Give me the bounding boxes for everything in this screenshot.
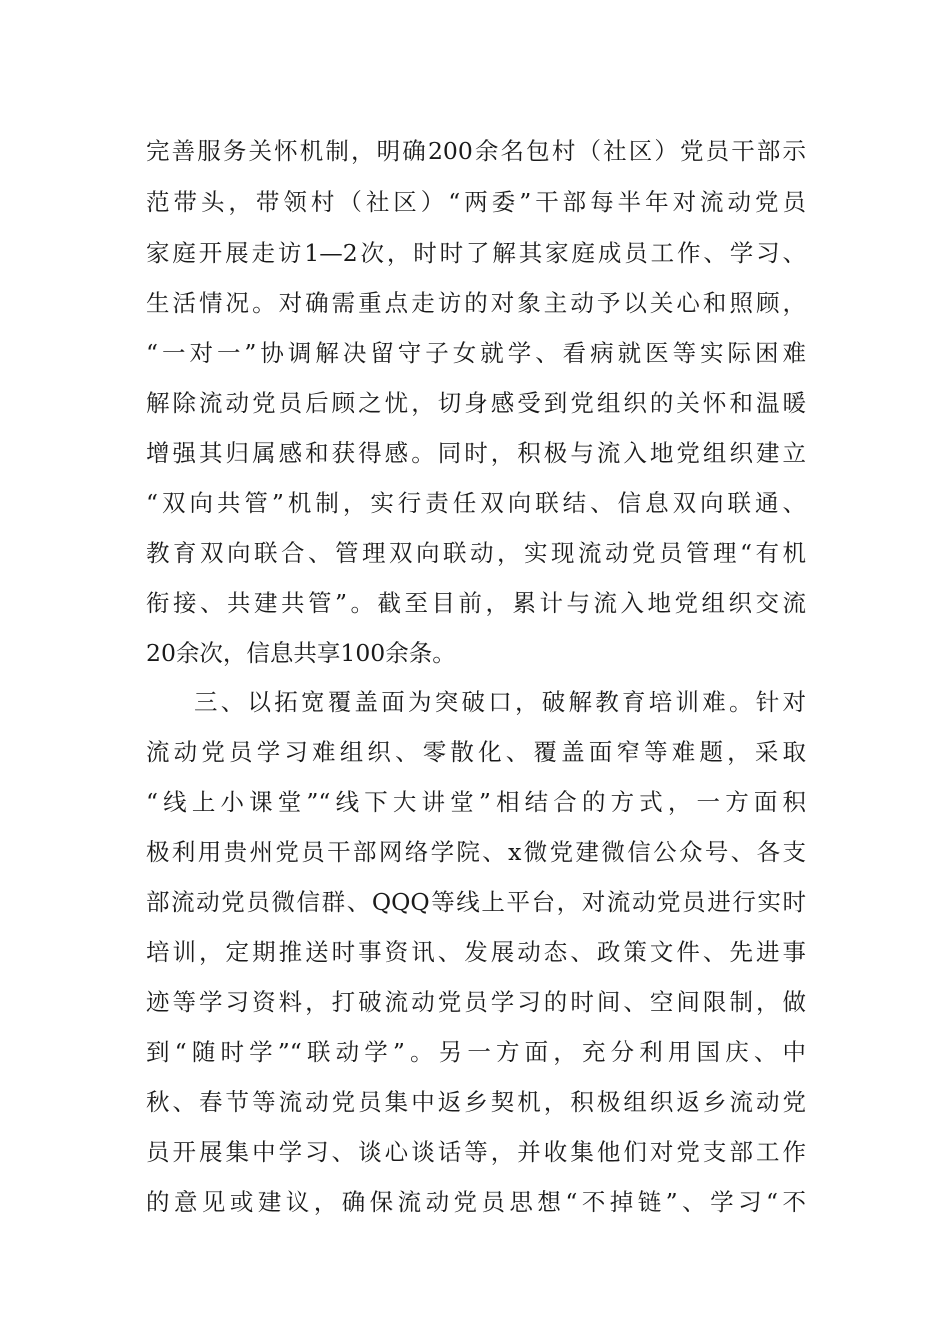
text-line: 的意见或建议，确保流动党员思想“不掉链”、学习“不 — [146, 1188, 806, 1216]
text-line: “线上小课堂”“线下大讲堂”相结合的方式，一方面积 — [146, 788, 806, 816]
text-line: 解除流动党员后顾之忧，切身感受到党组织的关怀和温暖 — [146, 389, 806, 417]
text-line: 完善服务关怀机制，明确200余名包村（社区）党员干部示 — [146, 137, 806, 165]
text-line: 部流动党员微信群、QQQ等线上平台，对流动党员进行实时 — [146, 888, 806, 916]
text-line: 教育双向联合、管理双向联动，实现流动党员管理“有机 — [146, 539, 806, 567]
text-line: 衔接、共建共管”。截至目前，累计与流入地党组织交流 — [146, 589, 806, 617]
text-line: 增强其归属感和获得感。同时，积极与流入地党组织建立 — [146, 439, 806, 467]
text-line: 生活情况。对确需重点走访的对象主动予以关心和照顾， — [146, 289, 806, 317]
text-line: 秋、春节等流动党员集中返乡契机，积极组织返乡流动党 — [146, 1088, 806, 1116]
text-line: 20余次，信息共享100余条。 — [146, 639, 456, 667]
text-line: 极利用贵州党员干部网络学院、x微党建微信公众号、各支 — [146, 838, 806, 866]
text-line: 到“随时学”“联动学”。另一方面，充分利用国庆、中 — [146, 1038, 806, 1066]
text-line: 员开展集中学习、谈心谈话等，并收集他们对党支部工作 — [146, 1138, 806, 1166]
text-line: 迹等学习资料，打破流动党员学习的时间、空间限制，做 — [146, 988, 806, 1016]
text-line: 流动党员学习难组织、零散化、覆盖面窄等难题，采取 — [146, 738, 806, 766]
text-line: “双向共管”机制，实行责任双向联结、信息双向联通、 — [146, 489, 806, 517]
text-line: 家庭开展走访1—2次，时时了解其家庭成员工作、学习、 — [146, 239, 806, 267]
section-heading-line: 三、以拓宽覆盖面为突破口，破解教育培训难。针对 — [194, 688, 806, 716]
text-line: 培训，定期推送时事资讯、发展动态、政策文件、先进事 — [146, 938, 806, 966]
text-line: 范带头，带领村（社区）“两委”干部每半年对流动党员 — [146, 188, 806, 216]
text-line: “一对一”协调解决留守子女就学、看病就医等实际困难 — [146, 339, 806, 367]
